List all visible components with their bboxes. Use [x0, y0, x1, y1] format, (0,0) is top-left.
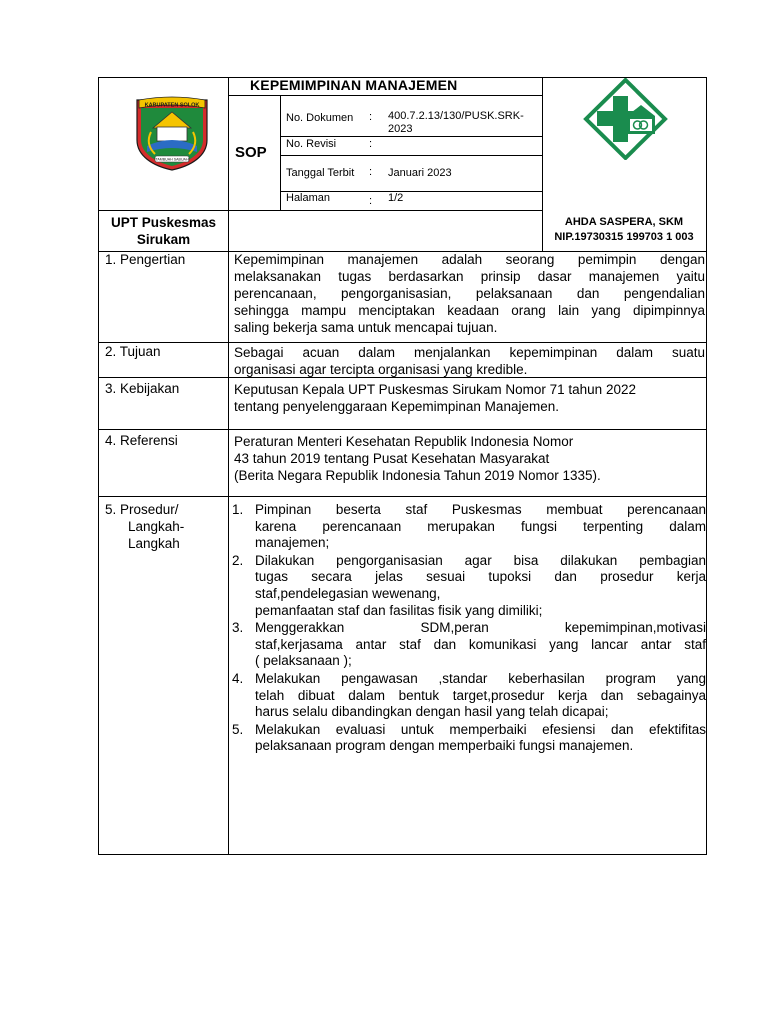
prosedur-list — [232, 502, 706, 756]
list-item-line: pelaksanaan program dengan memperbaiki fungsi manajemen. — [255, 738, 634, 754]
doc-number-colon: : — [369, 111, 373, 123]
issue-date-value: Januari 2023 — [388, 167, 452, 179]
list-item-line: telah dibuat dalam bentuk target,prosedur kerja dan sebagainya — [255, 687, 706, 703]
logo-motto-text: TAMBUAH SABUAH — [155, 157, 189, 162]
doc-number-value: 400.7.2.13/130/PUSK.SRK- — [388, 110, 524, 122]
referensi-line: 43 tahun 2019 tentang Pusat Kesehatan Masyarakat — [234, 451, 550, 466]
pengertian-line: Kepemimpinan manajemen adalah seorang pemimpin dengan — [234, 252, 705, 267]
referensi-line: Peraturan Menteri Kesehatan Republik Indonesia Nomor — [234, 434, 574, 449]
kebijakan-line: tentang penyelenggaraan Kepemimpinan Manajemen. — [234, 399, 559, 414]
page-label: Halaman — [286, 192, 331, 204]
kebijakan-text — [234, 381, 705, 415]
kabupaten-solok-logo — [133, 96, 211, 172]
prosedur-label-line-2: Langkah- — [128, 519, 185, 534]
prosedur-label-line-1: 5. Prosedur/ — [105, 502, 179, 517]
section-label-kebijakan: 3. Kebijakan — [105, 381, 180, 396]
issue-date-colon: : — [369, 166, 373, 178]
list-item-line: tugas secara jelas sesuai tupoksi dan prosedur kerja — [255, 569, 706, 585]
list-item-line: ( pelaksanaan ); — [255, 653, 352, 669]
list-item-number: 2. — [232, 552, 244, 568]
pengertian-line: melaksanakan tugas berdasarkan prinsip dasar manajemen yaitu — [234, 269, 705, 284]
org-name — [99, 214, 228, 248]
page-colon: : — [369, 195, 373, 207]
referensi-text — [234, 433, 705, 484]
section-label-tujuan: 2. Tujuan — [105, 344, 161, 359]
org-name-line-1: UPT Puskesmas — [110, 215, 217, 230]
section-label-referensi: 4. Referensi — [105, 433, 178, 448]
revision-label: No. Revisi — [286, 138, 337, 150]
prosedur-label-line-3: Langkah — [128, 536, 180, 551]
list-item-number: 1. — [232, 502, 244, 517]
list-item-line: Dilakukan pengorganisasian agar bisa dilakukan pembagian — [255, 552, 706, 568]
tujuan-line: organisasi agar tercipta organisasi yang kredible. — [234, 362, 528, 377]
pengertian-text — [234, 251, 705, 336]
list-item — [232, 722, 706, 755]
list-item-line: karena perencanaan merupakan fungsi terpenting dalam — [255, 518, 706, 534]
list-item-line: Melakukan pengawasan ,standar keberhasilan program yang — [255, 670, 706, 686]
list-item-line: Menggerakkan SDM,peran kepemimpinan,motivasi — [255, 620, 706, 636]
logo-banner-text: KABUPATEN SOLOK — [144, 102, 200, 109]
referensi-line: (Berita Negara Republik Indonesia Tahun 2019 Nomor 1335). — [234, 468, 601, 483]
page-value: 1/2 — [388, 192, 404, 204]
pengertian-line: perencanaan, pengorganisasian, pelaksanaan dan pengendalian — [234, 286, 705, 301]
issue-date-label: Tanggal Terbit — [286, 167, 355, 179]
head-name: AHDA SASPERA, SKM — [564, 216, 684, 228]
list-item-line: staf,pendelegasian wewenang, — [255, 585, 441, 601]
head-nip: NIP.19730315 199703 1 003 — [554, 231, 694, 243]
revision-colon: : — [369, 138, 373, 150]
list-item-line: harus selalu dibandingkan dengan hasil yang telah dicapai; — [255, 704, 609, 720]
list-item — [232, 671, 706, 721]
list-item-line: Pimpinan beserta staf Puskesmas membuat perencanaan — [255, 502, 706, 517]
list-item-number: 5. — [232, 721, 244, 737]
head-signature — [542, 215, 706, 245]
sop-label: SOP — [235, 144, 267, 161]
pengertian-line: sehingga mampu menciptakan keadaan orang lain yang dipimpinnya — [234, 303, 705, 318]
list-item-line: staf,kerjasama antar staf dan komunikasi yang lancar antar staf — [255, 636, 706, 652]
list-item-line: manajemen; — [255, 535, 330, 551]
list-item-line: Melakukan evaluasi untuk memperbaiki efesiensi dan efektifitas — [255, 721, 706, 737]
document-title: KEPEMIMPINAN MANAJEMEN — [250, 77, 458, 93]
tujuan-text — [234, 344, 705, 378]
puskesmas-logo — [583, 78, 668, 160]
section-label-prosedur — [105, 501, 184, 552]
doc-number-label: No. Dokumen — [286, 112, 354, 124]
list-item — [232, 553, 706, 619]
list-item-number: 4. — [232, 670, 244, 686]
section-label-pengertian: 1. Pengertian — [105, 252, 186, 267]
org-name-line-2: Sirukam — [136, 232, 191, 247]
tujuan-line: Sebagai acuan dalam menjalankan kepemimpinan dalam suatu — [234, 345, 705, 360]
kebijakan-line: Keputusan Kepala UPT Puskesmas Sirukam Nomor 71 tahun 2022 — [234, 382, 636, 397]
list-item — [232, 620, 706, 670]
doc-number-value-cont: 2023 — [388, 123, 413, 135]
list-item — [232, 502, 706, 552]
list-item-number: 3. — [232, 620, 244, 636]
list-item-line: pemanfaatan staf dan fasilitas fisik yang dimiliki; — [255, 602, 543, 618]
pengertian-line: saling bekerja sama untuk mencapai tujuan. — [234, 320, 498, 335]
